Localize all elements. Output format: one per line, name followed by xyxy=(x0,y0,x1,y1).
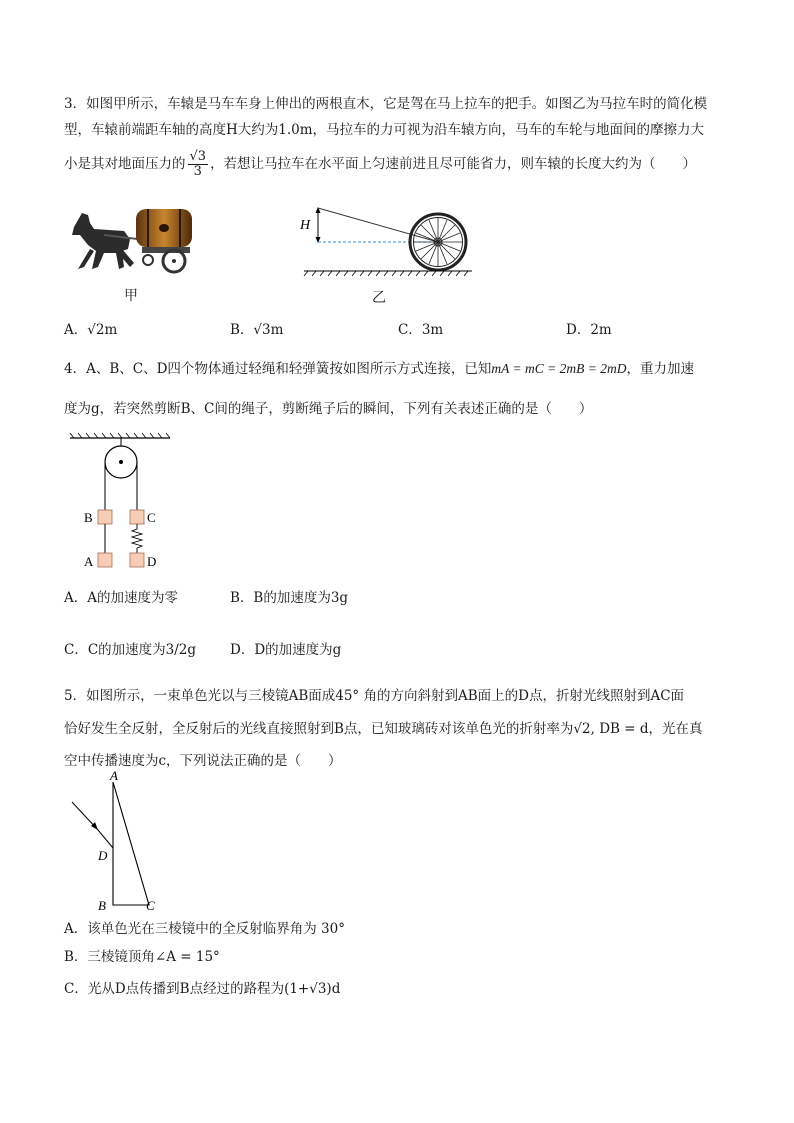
q3-fig-yi-label: 乙 xyxy=(372,290,386,306)
q3-line1: 3．如图甲所示，车辕是马车车身上伸出的两根直木，它是驾在马上拉车的把手。如图乙为马拉车时的简化模 xyxy=(64,96,708,112)
q3-option-a: A．√2m xyxy=(64,322,118,338)
q3-frac-den: 3 xyxy=(193,164,202,179)
q4-label-c: C xyxy=(147,510,156,525)
q3-line3-a: 小是其对地面压力的 xyxy=(64,156,186,172)
q5-line1: 5．如图所示，一束单色光以与三棱镜AB面成45° 角的方向斜射到AB面上的D点，折射光线照射到AC面 xyxy=(64,688,685,704)
q5-figure-prism xyxy=(64,768,174,913)
spring-icon xyxy=(132,524,142,553)
q5-label-c: C xyxy=(146,898,155,913)
q3-fraction xyxy=(188,150,209,179)
q4-option-c: C．C的加速度为3/2g xyxy=(64,642,197,658)
block-c xyxy=(130,510,144,524)
block-a xyxy=(98,553,112,567)
q5-label-d: D xyxy=(98,848,108,863)
horse-icon xyxy=(72,213,134,269)
q4-line1-b: ，重力加速 xyxy=(626,361,695,377)
q5-label-a: A xyxy=(110,768,118,783)
q4-label-d: D xyxy=(147,554,157,569)
q3-line3 xyxy=(64,150,696,179)
q3-frac-num: √3 xyxy=(189,149,207,164)
q4-figure-pulley xyxy=(64,430,179,575)
q4-label-a: A xyxy=(84,554,94,569)
q3-option-b: B．√3m xyxy=(230,322,284,338)
q5-option-b: B．三棱镜顶角∠A = 15° xyxy=(64,949,220,965)
q3-fig-jia-label: 甲 xyxy=(124,288,138,304)
block-d xyxy=(130,553,144,567)
q4-line1 xyxy=(64,357,694,377)
q3-figure-jia xyxy=(64,205,199,280)
q5-option-c: C．光从D点传播到B点经过的路程为(1+√3)d xyxy=(64,981,341,997)
q5-line2: 恰好发生全反射，全反射后的光线直接照射到B点，已知玻璃砖对该单色光的折射率为√2, DB = d，光在真 xyxy=(64,721,703,737)
q4-line2: 度为g，若突然剪断B、C间的绳子，剪断绳子后的瞬间，下列有关表述正确的是（ ） xyxy=(64,401,593,417)
q3-line3-b: ，若想让马拉车在水平面上匀速前进且尽可能省力，则车辕的长度大约为（ ） xyxy=(210,156,697,172)
q4-mass-formula: mA = mC = 2mB = 2mD xyxy=(491,361,627,376)
q3-line2: 型，车辕前端距车轴的高度H大约为1.0m，马拉车的力可视为沿车辕方向，马车的车轮与地面间的摩擦力大 xyxy=(64,122,705,138)
q4-option-d: D．D的加速度为g xyxy=(230,642,342,658)
q5-label-b: B xyxy=(98,898,106,913)
q4-option-b: B．B的加速度为3g xyxy=(230,590,349,606)
prism-triangle xyxy=(113,782,149,905)
q5-line3: 空中传播速度为c，下列说法正确的是（ ） xyxy=(64,753,342,769)
q4-label-b: B xyxy=(84,510,93,525)
q3-option-c: C．3m xyxy=(398,322,444,338)
q4-option-a: A．A的加速度为零 xyxy=(64,590,178,606)
q3-figure-yi xyxy=(296,200,476,285)
q5-option-a: A．该单色光在三棱镜中的全反射临界角为 30° xyxy=(64,921,345,937)
wheel-icon xyxy=(410,214,466,270)
q4-line1-a: 4．A、B、C、D四个物体通过轻绳和轻弹簧按如图所示方式连接，已知 xyxy=(64,361,492,377)
q3-H-label: H xyxy=(300,218,311,233)
q3-option-d: D．2m xyxy=(566,322,612,338)
block-b xyxy=(98,510,112,524)
